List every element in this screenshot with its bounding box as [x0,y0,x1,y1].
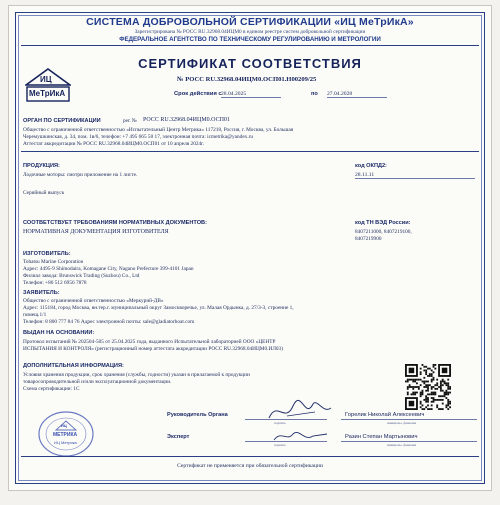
tnved-line-1: 8407211000, 8407219100, [355,229,412,235]
requirements-label: СООТВЕТСТВУЕТ ТРЕБОВАНИЯМ НОРМАТИВНЫХ ДОКУМЕНТОВ: [23,220,207,226]
stamp-top: ИЦ [61,423,67,428]
head-signature [265,396,335,426]
manufacturer-line-4: Телефон: +86 512 6956 7878 [23,280,87,286]
expert-name-line [341,441,477,442]
manufacturer-line-3: Филиал завода: Brunswick Trading (Suzhou) Co., Ltd [23,273,140,279]
head-name: Горелик Николай Алексеевич [345,412,425,418]
logo-line1: ИЦ [40,75,52,84]
registry-note: Зарегистрирована № РОСС RU.32968.04ИЦМ0 в едином реестре систем добровольной сертификации [134,29,366,35]
applicant-label: ЗАЯВИТЕЛЬ: [23,290,60,296]
head-name-line [341,419,477,420]
stamp-mid: МЕТРИКА [53,432,78,438]
certificate-number: № РОСС RU.32968.04ИЦМ0.ОСП01.Н00209/25 [177,76,317,83]
certificate-title: СЕРТИФИКАТ СООТВЕТСТВИЯ [138,56,362,71]
product-desc: Лодочные моторы: смотри приложение на 1 листе. [23,172,138,178]
tnved-label: код ТН ВЭД России: [355,220,411,226]
manufacturer-line-1: Tohatsu Marine Corporation [23,259,84,265]
divider [21,151,479,152]
certification-stamp [37,410,95,458]
body-reg-prefix: рег. № [123,118,137,124]
footer-note: Сертификат не применяется при обязательной сертификации [177,463,323,469]
metrika-logo [25,68,71,104]
expert-name: Разин Степан Мартынович [345,434,418,440]
body-line-1: Общество с ограниченной ответственностью «Испытательный Центр Метрика» 117218, Россия, г. Москва, ул. Большая [23,127,294,133]
applicant-line-3: помещ.1/1 [23,312,47,318]
qr-code [405,364,451,410]
to-label: по [311,91,318,97]
expert-sign-caption: подпись [274,443,286,447]
expert-label: Эксперт [167,434,190,440]
requirements-value: НОРМАТИВНАЯ ДОКУМЕНТАЦИЯ ИЗГОТОВИТЕЛЯ [23,229,169,235]
head-sign-caption: подпись [274,421,286,425]
body-label: ОРГАН ПО СЕРТИФИКАЦИИ [23,118,101,124]
valid-from: 28.04.2025 [221,91,281,98]
okpd-label: код ОКПД2: [355,163,387,169]
product-label: ПРОДУКЦИЯ: [23,163,60,169]
issued-on-line-1: Протокол испытаний № 202504-505 от 25.04.2025 года, выданного Испытательной лабораторией ООО «ЦЕНТР [23,339,276,345]
head-label: Руководитель Органа [167,412,228,418]
additional-line-3: Схема сертификации: 1С [23,386,80,392]
body-line-3: Аттестат аккредитации № РОСС RU.32968.04ИЦМ0.ОСП01 от 10 апреля 2024г. [23,141,205,147]
stamp-bottom: ИЦ Метрика [54,440,77,445]
expert-signature [271,426,331,446]
body-reg-number: РОСС RU.32968.04ИЦМ0.ОСП01 [143,117,230,123]
serial-release: Серийный выпуск [23,190,65,196]
certificate-page [8,5,492,491]
agency-name: ФЕДЕРАЛЬНОЕ АГЕНТСТВО ПО ТЕХНИЧЕСКОМУ РЕГУЛИРОВАНИЮ И МЕТРОЛОГИИ [119,36,381,43]
additional-label: ДОПОЛНИТЕЛЬНАЯ ИНФОРМАЦИЯ: [23,363,124,369]
issued-on-line-2: ИСПЫТАНИЯ И КОНТРОЛЯ» (регистрационный номер аттестата аккредитации РОСС RU.32968.04ИЦМ0.ИЛ03) [23,346,283,352]
applicant-line-2: Адрес: 115184, город Москва, вн.тер.г. муниципальный округ Замоскворечье, ул. Малая Ордынка, д. 27/3-3, строение 1, [23,305,294,311]
additional-line-1: Условия хранения продукции, срок хранения (службы, годности) указан в прилагаемой к продукции [23,372,250,378]
applicant-line-1: Общество с ограниченной ответственностью «Меркурий-ДВ» [23,298,164,304]
validity-label: Срок действия с [174,91,222,97]
expert-name-caption: инициалы, фамилия [387,443,417,447]
footer-rule [21,456,479,457]
issued-on-label: ВЫДАН НА ОСНОВАНИИ: [23,330,95,336]
system-name: СИСТЕМА ДОБРОВОЛЬНОЙ СЕРТИФИКАЦИИ «ИЦ МеТрИкА» [86,16,414,28]
valid-to: 27.04.2028 [327,91,387,98]
body-line-2: Черемушкинская, д. 34, пом. 1в/6, телефон: +7 495 665 50 17, электронная почта: icmetrika@yandex.ru [23,134,254,140]
header-rule [21,45,479,46]
additional-line-2: товаросопроводительной и/или эксплуатационной документации. [23,379,172,385]
manufacturer-label: ИЗГОТОВИТЕЛЬ: [23,251,71,257]
applicant-line-4: Телефон: 8 800 777 84 76 Адрес электронной почты: sale@gladiatorboat.com [23,319,195,325]
tnved-line-2: 8407219900 [355,236,382,242]
okpd-code: 28.11.11 [355,172,475,179]
head-name-caption: инициалы, фамилия [387,421,417,425]
logo-line2: МеТрИкА [29,89,66,98]
manufacturer-line-2: Адрес: 4495-9 Shimodaira, Komagane City, Nagano Prefecture 399-4101 Japan [23,266,194,272]
